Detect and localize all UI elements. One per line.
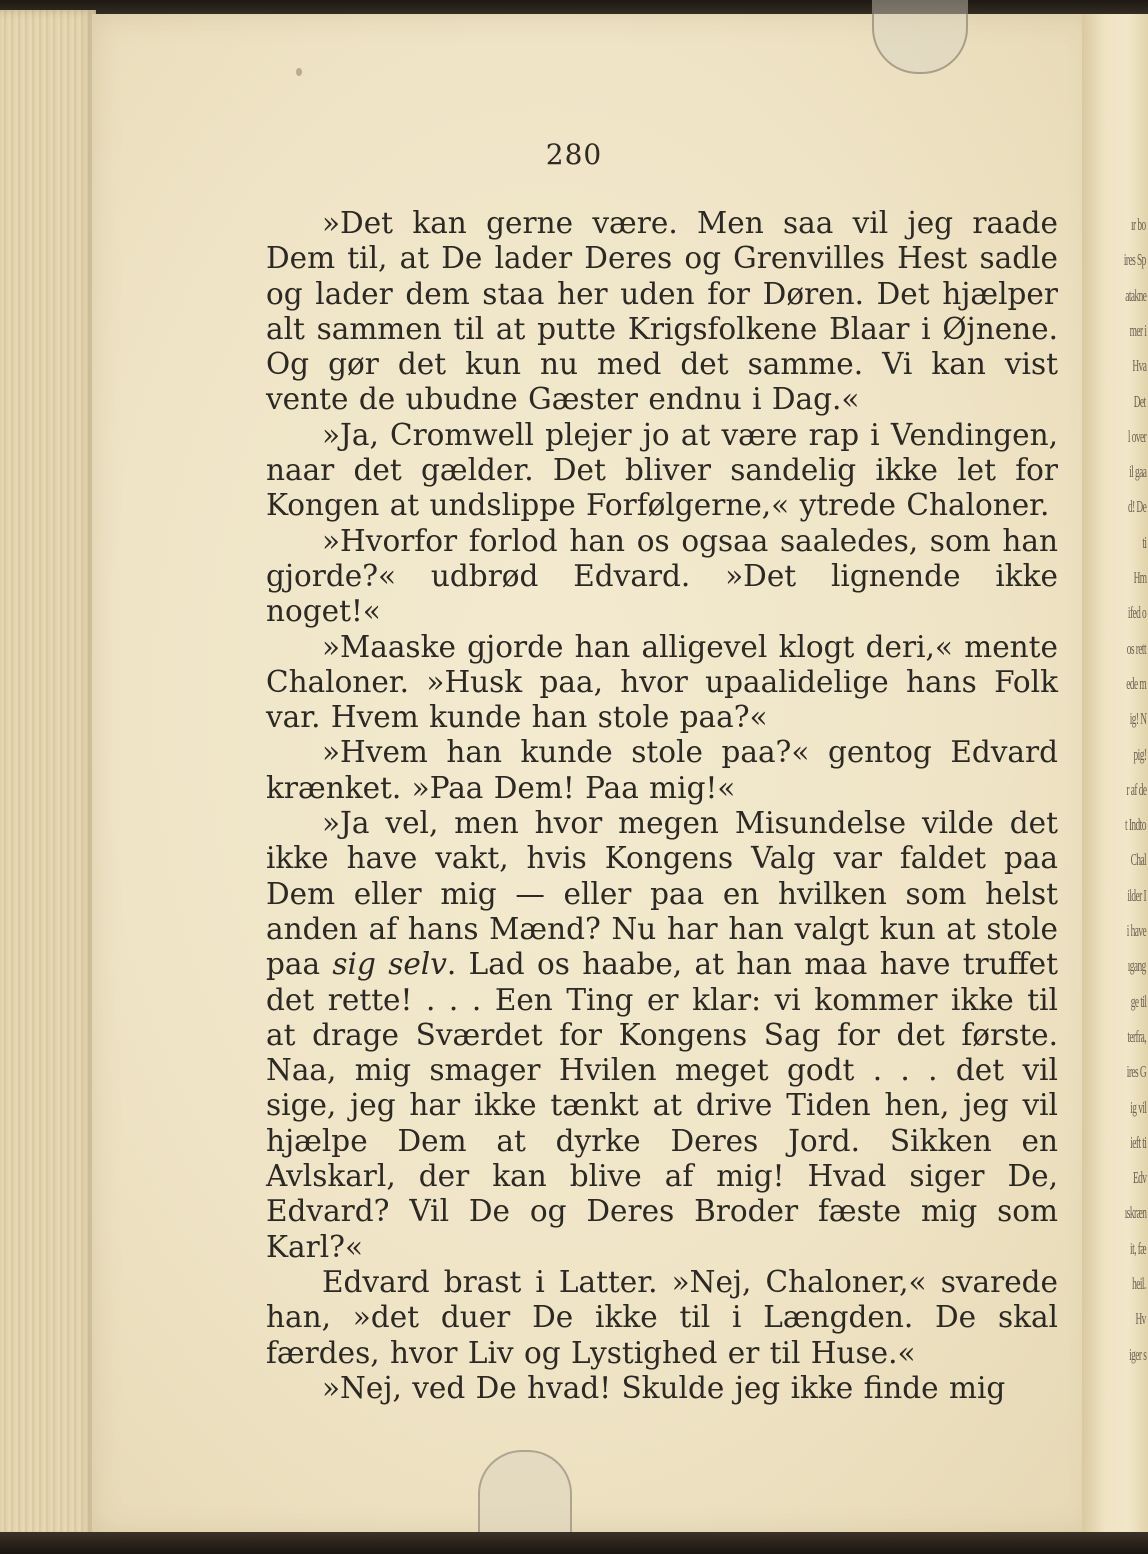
italic-phrase: sig selv [332, 947, 447, 982]
bleed-fragment: ge til [1130, 991, 1146, 1011]
paragraph-2: »Ja, Cromwell plejer jo at være rap i Vendingen, naar det gælder. Det bliver sandelig ikke let for Kongen at undslippe Forfølgerne,« ytrede Chaloner. [266, 417, 1058, 523]
body-text [266, 206, 1058, 1406]
paragraph-6-end: . Lad os haabe, at han maa have truffet det rette! . . . Een Ting er klar: vi kommer ikke til at drage Sværdet for Kongens Sag for det første. Naa, mig smager Hvilen meget godt . . . det vil sige, jeg har ikke tænkt at drive Tiden hen, jeg vil hjælpe Dem at dyrke Deres Jord. Sikken en Avlskarl, der kan blive af mig! Hvad siger De, Edvard? Vil De og Deres Broder fæste mig som Karl?« [266, 947, 1058, 1264]
bleed-fragment: it, fæ [1130, 1238, 1146, 1258]
bleed-fragment: mer i [1129, 320, 1146, 340]
bleed-fragment: Chal [1130, 850, 1146, 870]
paragraph-3: »Hvorfor forlod han os ogsaa saaledes, som han gjorde?« udbrød Edvard. »Det lignende ikke noget!« [266, 523, 1058, 629]
bleed-fragment: l over [1127, 426, 1146, 446]
bleed-fragment: Edv [1132, 1168, 1146, 1188]
bleed-fragment: ig vil [1129, 1097, 1146, 1117]
bleed-fragment: pig! [1133, 744, 1146, 764]
bleed-fragment: ieft ti [1129, 1132, 1146, 1152]
bleed-fragment: ede m [1126, 673, 1146, 693]
bleed-fragment: ilder I [1127, 885, 1146, 905]
bleed-fragment: ti [1141, 532, 1146, 552]
paper-speck [296, 68, 302, 76]
bleed-fragment: ıskræn [1124, 1203, 1146, 1223]
bleed-fragment: iger s [1128, 1344, 1146, 1364]
bleed-fragment: il gaa [1128, 462, 1146, 482]
bleed-fragment: t Indto [1125, 815, 1146, 835]
page-stack-left [0, 10, 96, 1540]
bleed-fragment: os rett [1126, 638, 1146, 658]
paragraph-6-start: »Ja vel, men hvor megen Misundelse vilde det ikke have vakt, hvis Kongens Valg var faldet paa Dem eller mig — eller paa en hvilken som helst anden af hans Mænd? Nu har han valgt kun at stole paa [266, 806, 1058, 982]
bleed-fragment: Det [1134, 391, 1146, 411]
paragraph-6 [266, 806, 1058, 1265]
paragraph-8: »Nej, ved De hvad! Skulde jeg ikke finde mig [322, 1370, 1006, 1405]
paragraph-5: »Hvem han kunde stole paa?« gentog Edvard krænket. »Paa Dem! Paa mig!« [266, 735, 1058, 805]
bleed-fragment: ires G [1126, 1062, 1146, 1082]
bleed-fragment: ır bo [1131, 215, 1146, 234]
bleed-fragment: Hv [1135, 1309, 1146, 1329]
paragraph-4: »Maaske gjorde han alligevel klogt deri,« mente Chaloner. »Husk paa, hvor upaalidelige hans Folk var. Hvem kunde han stole paa?« [266, 629, 1058, 735]
page-number: 280 [545, 138, 603, 171]
right-gutter [1082, 14, 1148, 1536]
paragraph-7: Edvard brast i Latter. »Nej, Chaloner,« svarede han, »det duer De ikke til i Længden. De skal færdes, hvor Liv og Lystighed er til Huse.« [266, 1264, 1058, 1370]
bleed-fragment: ig! N [1129, 709, 1146, 729]
bleed-fragment: Hm [1133, 568, 1146, 587]
bleed-fragment: Hva [1132, 356, 1146, 376]
bleed-fragment: ıgang [1127, 956, 1146, 976]
binding-edge-bottom [0, 1532, 1148, 1554]
bleed-fragment: heil. [1132, 1274, 1146, 1293]
bleed-fragment: r af de [1125, 779, 1146, 799]
bleed-fragment: terfra, [1127, 1026, 1146, 1046]
bleed-fragment: d! De [1127, 497, 1146, 517]
bleed-fragment: i have [1126, 921, 1146, 940]
bleed-fragment: ifed o [1127, 603, 1146, 623]
bleed-fragment: ires Sp [1124, 250, 1146, 270]
bleed-fragment: atakne [1124, 285, 1146, 305]
paragraph-1: »Det kan gerne være. Men saa vil jeg raade Dem til, at De lader Deres og Grenvilles Hest sadle og lader dem staa her uden for Døren. Det hjælper alt sammen til at putte Krigsfolkene Blaar i Øjnene. Og gør det kun nu med det samme. Vi kan vist vente de ubudne Gæster endnu i Dag.« [266, 206, 1058, 417]
